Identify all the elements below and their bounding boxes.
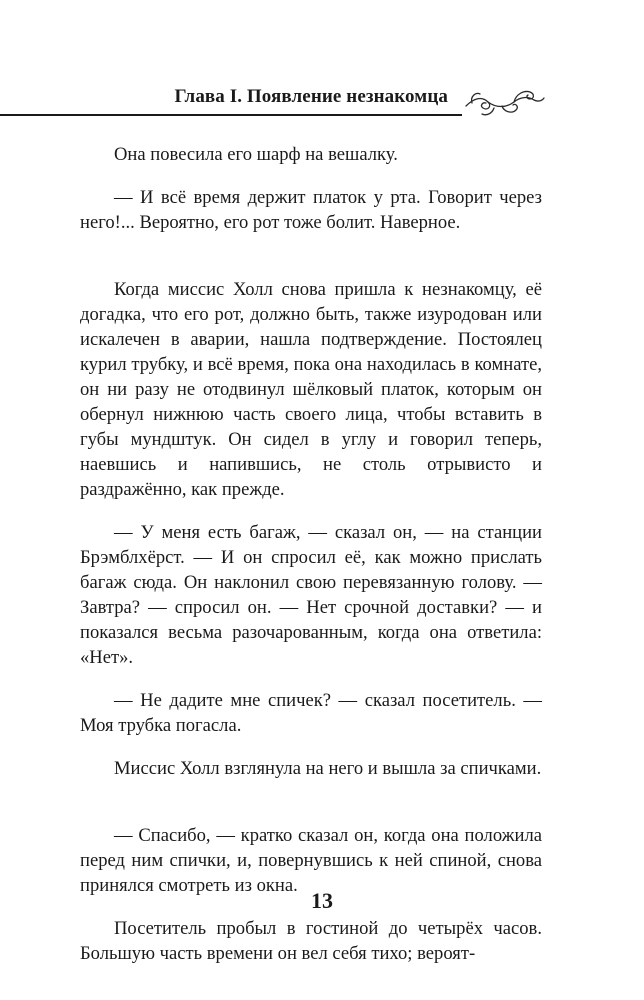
flourish-ornament-icon (464, 84, 546, 118)
paragraph-6: Миссис Холл взглянула на него и вышла за спичками. (114, 758, 542, 779)
running-header (0, 84, 644, 124)
header-rule (0, 114, 462, 116)
chapter-title: Глава I. Появление незнакомца (174, 86, 448, 107)
paragraph-2: — И всё время держит платок у рта. Говорит через него!... Вероятно, его рот тоже болит. Наверное. (80, 187, 542, 233)
paragraph-3: Когда миссис Холл снова пришла к незнакомцу, её догадка, что его рот, должно быть, также изуродован или искалечен в аварии, нашла подтверждение. Постоялец курил трубку, и всё время, пока она находилась в комнате, он ни разу не отодвинул шёлковый платок, которым он обернул нижнюю часть своего лица, чтобы вставить в губы мундштук. Он сидел в углу и говорил теперь, наевшись и напившись, не столь отрывисто и раздражённо, как прежде. (80, 279, 542, 500)
paragraph-1: Она повесила его шарф на вешалку. (114, 144, 398, 165)
page-number: 13 (311, 888, 333, 913)
body-text (80, 142, 542, 966)
paragraph-8: Посетитель пробыл в гостиной до четырёх часов. Большую часть времени он вел себя тихо; вероят- (80, 918, 542, 964)
paragraph-7: — Спасибо, — кратко сказал он, когда она положила перед ним спички, и, повернувшись к ней спиной, снова принялся смотреть из окна. (80, 825, 542, 896)
paragraph-5: — Не дадите мне спичек? — сказал посетитель. — Моя трубка погасла. (80, 690, 542, 736)
paragraph-4: — У меня есть багаж, — сказал он, — на станции Брэмблхёрст. — И он спросил её, как можно прислать багаж сюда. Он наклонил свою перевязанную голову. — Завтра? — спросил он. — Нет срочной доставки? — и показался весьма разочарованным, когда она ответила: «Нет». (80, 522, 542, 668)
